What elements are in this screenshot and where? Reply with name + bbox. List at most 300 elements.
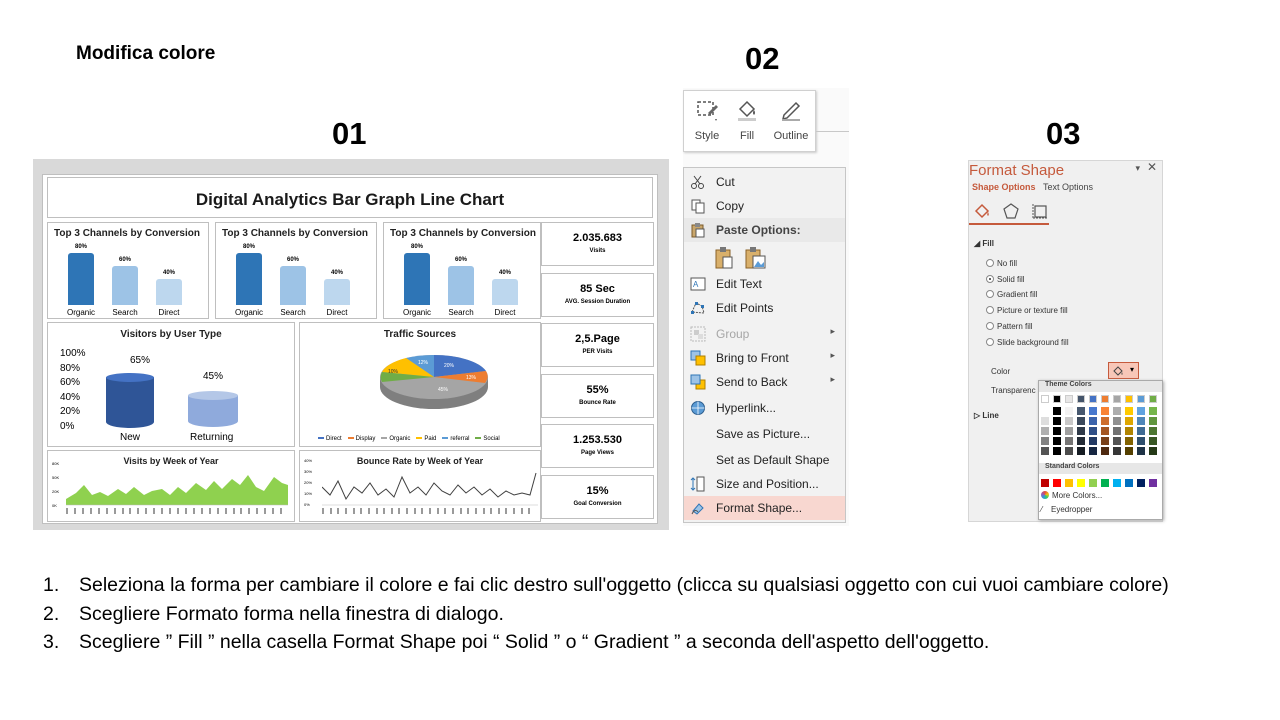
menu-label: Copy <box>716 199 745 213</box>
style-label: Style <box>694 130 720 142</box>
standard-color-swatch[interactable] <box>1089 479 1097 487</box>
visitors-chart[interactable] <box>47 322 295 447</box>
theme-color-swatch[interactable] <box>1065 407 1073 415</box>
menu-label: Set as Default Shape <box>716 453 830 467</box>
axis-tick-label: 80K <box>52 461 60 466</box>
theme-color-swatch[interactable] <box>1137 407 1145 415</box>
kpi-value: 15% <box>586 484 609 497</box>
more-colors-link[interactable] <box>1041 491 1102 500</box>
bounce-line <box>322 465 538 507</box>
theme-color-swatch[interactable] <box>1041 417 1049 425</box>
week-tick <box>330 508 332 514</box>
channel-bar-label: Organic <box>402 308 431 317</box>
theme-color-swatch[interactable] <box>1041 407 1049 415</box>
theme-color-swatch[interactable] <box>1065 437 1073 445</box>
radio-button[interactable] <box>986 290 994 298</box>
theme-color-swatch[interactable] <box>1065 395 1073 403</box>
transparency-label: Transparenc <box>991 386 1036 395</box>
standard-color-swatch[interactable] <box>1041 479 1049 487</box>
week-tick <box>345 508 347 514</box>
returning-value: 45% <box>203 371 224 382</box>
axis-tick-label: 0K <box>52 503 57 508</box>
theme-color-swatch[interactable] <box>1149 427 1157 435</box>
new-cylinder <box>106 373 154 428</box>
legend-swatch <box>475 437 481 439</box>
week-tick <box>193 508 195 514</box>
radio-button[interactable] <box>986 306 994 314</box>
week-tick <box>240 508 242 514</box>
globe-link-icon <box>690 400 706 416</box>
axis-tick-label: 20% <box>60 406 81 417</box>
theme-color-swatch[interactable] <box>1053 427 1061 435</box>
channel-bar <box>156 279 182 305</box>
week-tick <box>483 508 485 514</box>
channel-bar-value: 80% <box>74 244 87 250</box>
fill-button[interactable] <box>727 95 767 147</box>
menu-item-edit-points[interactable] <box>684 296 845 320</box>
week-tick <box>153 508 155 514</box>
week-tick <box>437 508 439 514</box>
color-picker-button[interactable] <box>1108 362 1139 379</box>
theme-color-swatch[interactable] <box>1113 447 1121 455</box>
channel-bar-label: Search <box>280 308 306 317</box>
legend-entry <box>442 436 469 442</box>
week-tick <box>122 508 124 514</box>
eyedropper-label: Eyedropper <box>1051 505 1093 514</box>
standard-color-swatch[interactable] <box>1149 479 1157 487</box>
active-tab-underline <box>969 223 1049 225</box>
legend-label: Social <box>483 436 500 442</box>
theme-color-swatch[interactable] <box>1149 395 1157 403</box>
legend-swatch <box>381 437 387 439</box>
theme-color-swatch[interactable] <box>1137 417 1145 425</box>
fill-option[interactable] <box>986 290 1037 299</box>
week-tick <box>169 508 171 514</box>
menu-item-save-as-picture[interactable] <box>684 422 845 446</box>
tab-text-options[interactable]: Text Options <box>1043 182 1094 192</box>
theme-color-swatch[interactable] <box>1149 417 1157 425</box>
traffic-slice-label: 13% <box>466 375 477 381</box>
outline-label: Outline <box>773 130 809 142</box>
week-tick <box>452 508 454 514</box>
traffic-slice-label: 20% <box>444 363 455 369</box>
week-tick <box>74 508 76 514</box>
theme-color-swatch[interactable] <box>1125 407 1133 415</box>
theme-color-swatch[interactable] <box>1041 447 1049 455</box>
theme-color-swatch[interactable] <box>1041 427 1049 435</box>
bring-to-front-icon <box>690 350 706 366</box>
new-value: 65% <box>130 355 151 366</box>
channel-bar <box>280 266 306 305</box>
kpi-label: Goal Conversion <box>573 500 622 507</box>
kpi-label: Page Views <box>581 450 614 456</box>
color-label: Color <box>991 367 1011 376</box>
kpi-card[interactable] <box>541 475 654 519</box>
theme-color-swatch[interactable] <box>1113 437 1121 445</box>
traffic-slice-label: 10% <box>388 369 399 375</box>
standard-color-swatch[interactable] <box>1125 479 1133 487</box>
theme-color-swatch[interactable] <box>1089 395 1097 403</box>
traffic-pie <box>378 351 490 421</box>
theme-color-swatch[interactable] <box>1089 427 1097 435</box>
close-icon[interactable]: ✕ <box>1146 160 1157 174</box>
fill-section-header[interactable] <box>974 239 994 248</box>
legend-entry <box>475 436 499 442</box>
fill-option-label: Solid fill <box>997 274 1025 284</box>
channel-bar-value: 40% <box>162 270 175 276</box>
week-tick <box>353 508 355 514</box>
week-tick <box>145 508 147 514</box>
shape-style-ribbon <box>683 90 816 152</box>
legend-entry <box>381 436 410 442</box>
menu-label: Size and Position... <box>716 477 819 491</box>
week-tick <box>264 508 266 514</box>
radio-button[interactable] <box>986 259 994 267</box>
visits-week-title: Visits by Week of Year <box>123 456 219 466</box>
channel-chart-2[interactable] <box>215 222 377 319</box>
axis-tick-label: 60% <box>60 377 81 388</box>
channel-bar <box>324 279 350 305</box>
visits-week-chart[interactable] <box>47 450 295 522</box>
menu-label: Edit Text <box>716 277 762 291</box>
week-tick <box>209 508 211 514</box>
paste-icon <box>690 222 706 238</box>
menu-item-edit-text[interactable] <box>684 272 845 296</box>
menu-label: Edit Points <box>716 301 774 315</box>
channel-bar <box>404 253 430 305</box>
ribbon-divider <box>816 131 849 132</box>
standard-color-swatch[interactable] <box>1065 479 1073 487</box>
axis-tick-label: 40% <box>60 391 81 403</box>
theme-color-swatch[interactable] <box>1065 417 1073 425</box>
channel-chart-title: Top 3 Channels by Conversion <box>390 228 536 239</box>
menu-label: Hyperlink... <box>716 401 777 415</box>
menu-item-bring-to-front[interactable] <box>684 346 845 370</box>
theme-color-swatch[interactable] <box>1053 407 1061 415</box>
paste-as-picture-icon[interactable] <box>744 246 766 270</box>
theme-color-swatch[interactable] <box>1113 417 1121 425</box>
style-button[interactable] <box>687 95 727 147</box>
legend-entry <box>318 436 342 442</box>
fill-option[interactable] <box>986 322 1033 331</box>
theme-color-swatch[interactable] <box>1077 417 1085 425</box>
theme-color-swatch[interactable] <box>1053 447 1061 455</box>
week-tick <box>322 508 324 514</box>
paint-bucket-icon <box>1112 365 1126 377</box>
pentagon-effects-icon[interactable] <box>1002 202 1020 220</box>
week-tick <box>528 508 530 514</box>
menu-item-set-default-shape[interactable] <box>684 448 845 472</box>
theme-color-swatch[interactable] <box>1125 427 1133 435</box>
fill-option-label: Gradient fill <box>997 290 1038 300</box>
kpi-card[interactable] <box>541 424 654 468</box>
format-shape-title: Format Shape <box>969 162 1065 179</box>
kpi-label: Bounce Rate <box>579 399 616 406</box>
dashboard-title-box <box>47 177 653 218</box>
theme-colors-header: Theme Colors <box>1039 381 1162 392</box>
paste-keep-source-icon[interactable] <box>714 246 734 270</box>
week-tick <box>368 508 370 514</box>
menu-item-paste-options <box>684 218 845 242</box>
theme-color-swatch[interactable] <box>1041 395 1049 403</box>
channel-bar-value: 60% <box>454 257 467 263</box>
fill-header-label: Fill <box>982 239 994 248</box>
instruction-item <box>43 571 1253 600</box>
theme-color-swatch[interactable] <box>1137 437 1145 445</box>
channel-bar <box>112 266 138 305</box>
week-tick <box>66 508 68 514</box>
menu-label: Bring to Front <box>716 351 789 365</box>
channel-bar-value: 40% <box>498 270 511 276</box>
theme-color-swatch[interactable] <box>1101 417 1109 425</box>
theme-color-swatch[interactable] <box>1077 437 1085 445</box>
week-tick <box>217 508 219 514</box>
instruction-text: Scegliere ” Fill ” nella casella Format Shape poi “ Solid ” o “ Gradient ” a seconda dell'aspetto dell'oggetto. <box>79 631 990 653</box>
week-tick <box>475 508 477 514</box>
channel-bar-value: 80% <box>410 244 423 250</box>
channel-bar-label: Search <box>448 308 474 317</box>
channel-chart-1[interactable] <box>47 222 209 319</box>
size-properties-icon[interactable] <box>1031 202 1049 220</box>
theme-color-swatch[interactable] <box>1137 427 1145 435</box>
theme-color-swatch[interactable] <box>1053 417 1061 425</box>
theme-color-swatch[interactable] <box>1113 427 1121 435</box>
returning-label: Returning <box>190 432 234 443</box>
theme-color-swatch[interactable] <box>1149 437 1157 445</box>
copy-icon <box>690 198 706 214</box>
instruction-item <box>43 600 1253 629</box>
fill-option[interactable] <box>986 275 1025 284</box>
kpi-card[interactable] <box>541 222 654 266</box>
theme-color-swatch[interactable] <box>1089 407 1097 415</box>
format-shape-icon <box>690 500 706 516</box>
week-tick <box>233 508 235 514</box>
pane-options-dropdown-icon[interactable]: ▾ <box>1135 163 1140 173</box>
theme-color-swatch[interactable] <box>1125 395 1133 403</box>
legend-label: Paid <box>424 436 437 442</box>
fill-option[interactable] <box>986 338 1069 347</box>
more-colors-label: More Colors... <box>1052 491 1103 500</box>
week-tick <box>498 508 500 514</box>
legend-label: Organic <box>389 436 411 442</box>
edit-points-icon <box>690 300 706 316</box>
week-tick <box>513 508 515 514</box>
radio-button[interactable] <box>986 322 994 330</box>
channel-chart-title: Top 3 Channels by Conversion <box>222 228 368 239</box>
theme-color-swatch[interactable] <box>1101 395 1109 403</box>
dashboard-title: Digital Analytics Bar Graph Line Chart <box>195 190 505 209</box>
theme-color-swatch[interactable] <box>1053 395 1061 403</box>
menu-label: Cut <box>716 175 735 189</box>
text-box-icon <box>690 276 706 292</box>
week-tick <box>360 508 362 514</box>
theme-color-swatch[interactable] <box>1065 427 1073 435</box>
theme-color-swatch[interactable] <box>1113 395 1121 403</box>
theme-color-swatch[interactable] <box>1089 417 1097 425</box>
axis-tick-label: 40% <box>304 458 313 463</box>
channel-bar-label: Direct <box>158 308 180 317</box>
instruction-list <box>43 571 1253 657</box>
standard-color-swatch[interactable] <box>1137 479 1145 487</box>
week-tick <box>467 508 469 514</box>
step-label-02: 02 <box>745 41 780 76</box>
week-tick <box>98 508 100 514</box>
legend-swatch <box>318 437 324 439</box>
axis-tick-label: 80% <box>60 362 81 374</box>
menu-item-format-shape[interactable] <box>684 496 845 520</box>
channel-bar-label: Organic <box>234 308 263 317</box>
channel-bar-label: Direct <box>494 308 516 317</box>
standard-color-swatch[interactable] <box>1053 479 1061 487</box>
week-tick <box>248 508 250 514</box>
legend-swatch <box>348 437 354 439</box>
instruction-number: 2. <box>43 602 60 625</box>
expand-arrow-icon: ▷ <box>974 411 983 420</box>
group-icon <box>690 326 706 342</box>
kpi-card[interactable] <box>541 374 654 418</box>
instruction-number: 1. <box>43 574 60 596</box>
line-section-header[interactable] <box>974 411 999 420</box>
week-tick <box>406 508 408 514</box>
menu-item-send-to-back[interactable] <box>684 370 845 394</box>
traffic-sources-chart[interactable] <box>299 322 541 447</box>
radio-button[interactable] <box>986 275 994 283</box>
fill-line-icon[interactable] <box>973 202 991 220</box>
channel-chart-3[interactable] <box>383 222 541 319</box>
theme-color-swatch[interactable] <box>1077 395 1085 403</box>
kpi-card[interactable] <box>541 323 654 367</box>
step-label-01: 01 <box>332 116 367 151</box>
legend-label: referral <box>450 436 470 442</box>
week-tick <box>185 508 187 514</box>
menu-item-cut[interactable] <box>684 170 845 194</box>
fill-option-label: Slide background fill <box>997 337 1069 347</box>
week-tick <box>376 508 378 514</box>
axis-tick-label: 0% <box>304 502 310 507</box>
kpi-value: 55% <box>586 383 609 396</box>
week-tick <box>272 508 274 514</box>
kpi-value: 2.035.683 <box>573 232 622 244</box>
channel-bar-value: 60% <box>118 257 131 263</box>
theme-color-swatch[interactable] <box>1101 407 1109 415</box>
format-shape-pane <box>968 160 1163 522</box>
kpi-label: Visits <box>589 248 606 254</box>
channel-bar <box>68 253 94 305</box>
axis-tick-label: 20% <box>304 480 313 485</box>
eyedropper-link[interactable] <box>1041 505 1092 514</box>
channel-chart-title: Top 3 Channels by Conversion <box>54 228 200 239</box>
theme-color-swatch[interactable] <box>1125 437 1133 445</box>
theme-color-swatch[interactable] <box>1149 447 1157 455</box>
collapse-arrow-icon: ◢ <box>974 239 983 248</box>
menu-item-hyperlink[interactable] <box>684 396 845 420</box>
channel-bar-label: Organic <box>66 308 95 317</box>
menu-label: Send to Back <box>716 375 788 389</box>
instruction-text: Seleziona la forma per cambiare il colore e fai clic destro sull'oggetto (clicca su qualsiasi oggetto con cui vuoi cambiare colore) <box>79 574 1169 596</box>
theme-color-swatch[interactable] <box>1101 437 1109 445</box>
paint-bucket-icon <box>734 97 760 123</box>
standard-color-swatch[interactable] <box>1113 479 1121 487</box>
theme-color-swatch[interactable] <box>1077 407 1085 415</box>
instruction-text: Scegliere Formato forma nella finestra di dialogo. <box>79 602 504 625</box>
fill-option-label: No fill <box>997 259 1018 268</box>
axis-tick-label: 0% <box>60 420 75 432</box>
theme-color-swatch[interactable] <box>1053 437 1061 445</box>
week-tick <box>256 508 258 514</box>
menu-item-group <box>684 322 845 346</box>
theme-color-swatch[interactable] <box>1137 447 1145 455</box>
standard-color-swatch[interactable] <box>1101 479 1109 487</box>
week-tick <box>90 508 92 514</box>
theme-color-swatch[interactable] <box>1137 395 1145 403</box>
radio-button[interactable] <box>986 338 994 346</box>
legend-swatch <box>442 437 448 439</box>
instruction-item <box>43 628 1253 657</box>
legend-entry <box>348 436 376 442</box>
fill-option[interactable] <box>986 259 1017 268</box>
theme-color-swatch[interactable] <box>1113 407 1121 415</box>
theme-color-swatch[interactable] <box>1101 427 1109 435</box>
channel-bar <box>448 266 474 305</box>
kpi-value: 85 Sec <box>580 282 615 295</box>
standard-color-swatch[interactable] <box>1077 479 1085 487</box>
week-tick <box>106 508 108 514</box>
menu-label: Format Shape... <box>716 501 803 515</box>
week-tick <box>129 508 131 514</box>
week-tick <box>421 508 423 514</box>
theme-color-swatch[interactable] <box>1065 447 1073 455</box>
channel-bar-value: 80% <box>242 244 255 250</box>
kpi-card[interactable] <box>541 273 654 317</box>
context-menu <box>683 167 846 523</box>
theme-color-swatch[interactable] <box>1041 437 1049 445</box>
new-label: New <box>120 432 141 443</box>
theme-color-swatch[interactable] <box>1125 417 1133 425</box>
week-tick <box>383 508 385 514</box>
theme-color-swatch[interactable] <box>1149 407 1157 415</box>
kpi-label: PER Visits <box>582 349 613 355</box>
paste-option-buttons <box>684 244 845 272</box>
menu-label: Save as Picture... <box>716 427 811 441</box>
week-tick <box>201 508 203 514</box>
theme-color-swatch[interactable] <box>1089 437 1097 445</box>
week-tick <box>391 508 393 514</box>
theme-color-swatch[interactable] <box>1077 447 1085 455</box>
bounce-week-chart[interactable] <box>299 450 541 522</box>
fill-label: Fill <box>739 130 755 142</box>
traffic-title: Traffic Sources <box>383 329 457 340</box>
standard-colors-header: Standard Colors <box>1039 463 1162 474</box>
style-icon <box>694 97 720 123</box>
theme-color-swatch[interactable] <box>1101 447 1109 455</box>
chevron-down-icon: ▾ <box>1130 365 1135 374</box>
outline-button[interactable] <box>769 95 813 147</box>
fill-option-label: Pattern fill <box>997 321 1033 331</box>
menu-item-copy[interactable] <box>684 194 845 218</box>
dashboard-screenshot <box>33 159 669 530</box>
channel-bar <box>492 279 518 305</box>
theme-color-swatch[interactable] <box>1125 447 1133 455</box>
theme-color-swatch[interactable] <box>1089 447 1097 455</box>
theme-color-swatch[interactable] <box>1077 427 1085 435</box>
channel-bar-label: Search <box>112 308 138 317</box>
tab-shape-options[interactable]: Shape Options <box>972 182 1036 192</box>
menu-item-size-and-position[interactable] <box>684 472 845 496</box>
week-tick <box>161 508 163 514</box>
legend-entry <box>416 436 436 442</box>
fill-option[interactable] <box>986 306 1068 315</box>
menu-label: Paste Options: <box>716 223 801 237</box>
